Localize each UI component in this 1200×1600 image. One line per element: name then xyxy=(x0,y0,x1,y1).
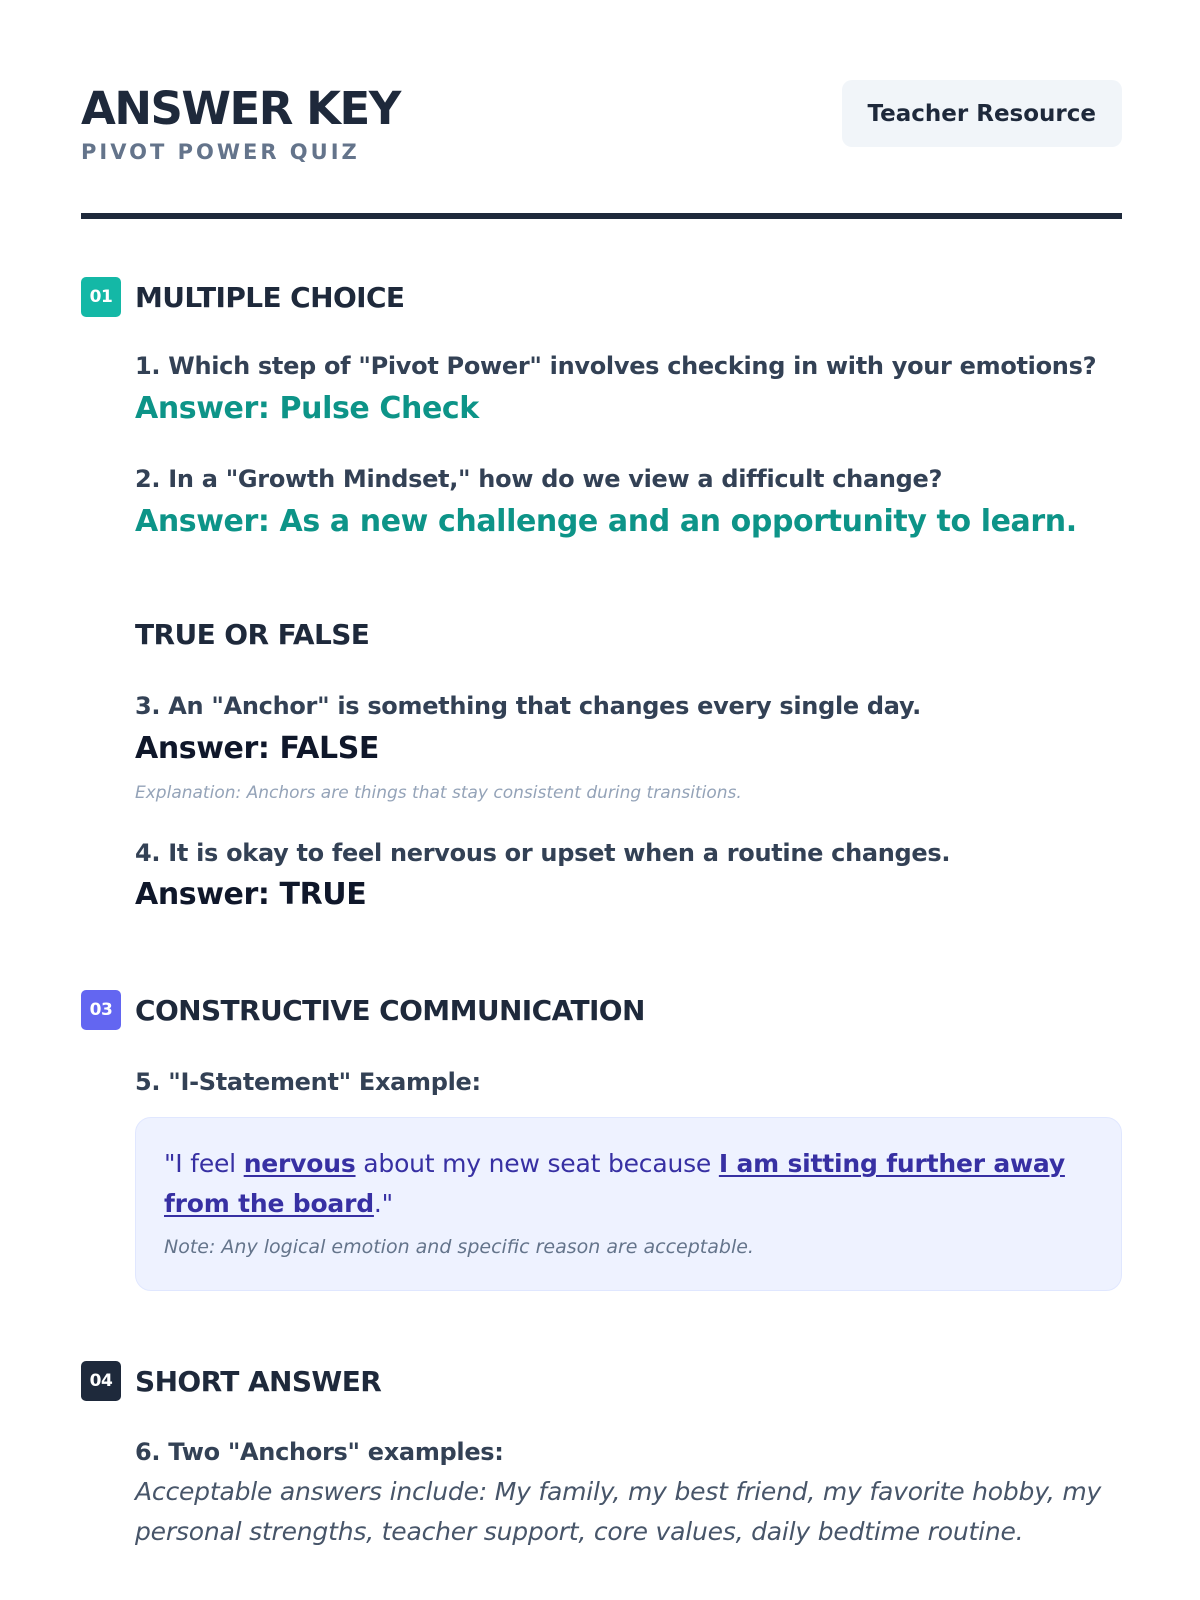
question-6: 6. Two "Anchors" examples: xyxy=(135,1438,504,1466)
i-statement-example-box xyxy=(135,1117,1122,1291)
statement-part: about my new seat because xyxy=(355,1149,719,1178)
question-1: 1. Which step of "Pivot Power" involves checking in with your emotions? xyxy=(135,352,1097,380)
section-true-false-title: TRUE OR FALSE xyxy=(135,618,370,651)
question-5: 5. "I-Statement" Example: xyxy=(135,1068,481,1096)
section-communication-heading xyxy=(81,990,645,1030)
statement-part: "I feel xyxy=(164,1149,244,1178)
question-4: 4. It is okay to feel nervous or upset when a routine changes. xyxy=(135,839,951,867)
section-title: SHORT ANSWER xyxy=(135,1364,382,1398)
statement-reason: I am sitting further away from the board xyxy=(164,1149,1065,1218)
answer-1: Answer: Pulse Check xyxy=(135,391,479,426)
page-title: ANSWER KEY xyxy=(81,82,400,135)
header-divider xyxy=(81,213,1122,219)
section-number-badge: 01 xyxy=(81,277,121,317)
statement-part: ." xyxy=(373,1189,393,1218)
section-number-badge: 03 xyxy=(81,990,121,1030)
answer-4: Answer: TRUE xyxy=(135,877,367,912)
answer-3-explanation: Explanation: Anchors are things that stay consistent during transitions. xyxy=(135,783,742,803)
section-multiple-choice-heading xyxy=(81,277,404,317)
i-statement-note: Note: Any logical emotion and specific reason are acceptable. xyxy=(164,1236,754,1258)
answer-2: Answer: As a new challenge and an opportunity to learn. xyxy=(135,504,1077,539)
question-3: 3. An "Anchor" is something that changes every single day. xyxy=(135,692,921,720)
header xyxy=(81,80,1122,220)
question-2: 2. In a "Growth Mindset," how do we view a difficult change? xyxy=(135,465,943,493)
answer-3: Answer: FALSE xyxy=(135,731,380,766)
section-title: MULTIPLE CHOICE xyxy=(135,280,405,314)
section-number-badge: 04 xyxy=(81,1361,121,1401)
answer-key-page xyxy=(81,0,1122,1600)
statement-emotion: nervous xyxy=(243,1149,356,1178)
section-title: CONSTRUCTIVE COMMUNICATION xyxy=(135,993,645,1027)
answer-6: Acceptable answers include: My family, my best friend, my favorite hobby, my personal strengths, teacher support, core values, daily bedtime routine. xyxy=(135,1477,1102,1546)
page-subtitle: PIVOT POWER QUIZ xyxy=(81,140,360,164)
teacher-resource-badge: Teacher Resource xyxy=(842,80,1122,147)
i-statement-text xyxy=(164,1144,1093,1224)
section-short-answer-heading xyxy=(81,1361,381,1401)
